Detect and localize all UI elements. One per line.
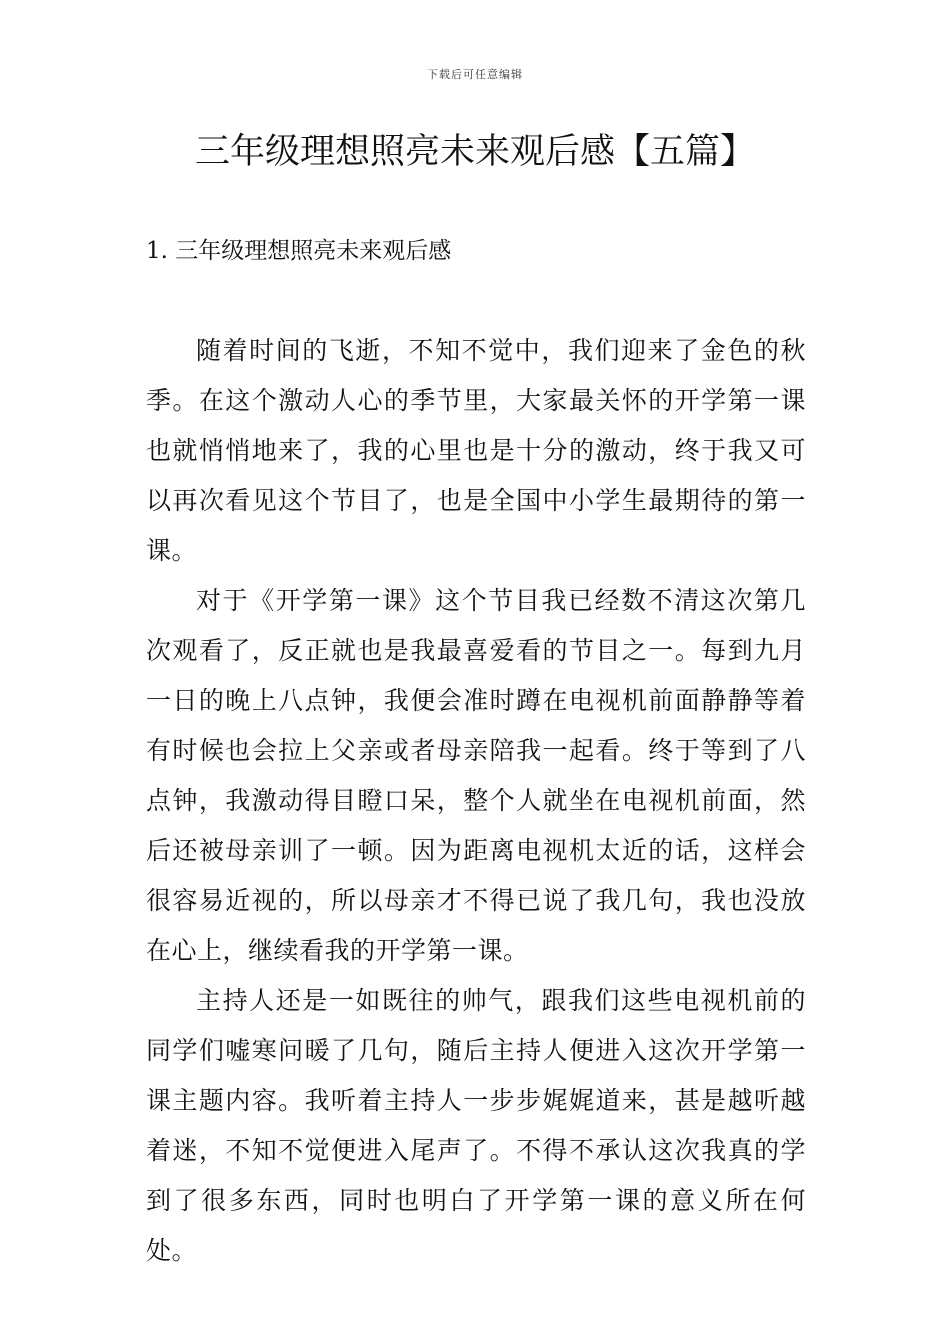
document-title: 三年级理想照亮未来观后感【五篇】 [194,132,755,172]
header-note: 下载后可任意编辑 [427,68,523,81]
paragraph-2: 对于《开学第一课》这个节目我已经数不清这次第几次观看了，反正就也是我最喜爱看的节目之一。每到九月一日的晚上八点钟，我便会准时蹲在电视机前面静静等着有时候也会拉上父亲或者母亲陪我一起看。终于等到了八点钟，我激动得目瞪口呆，整个人就坐在电视机前面，然后还被母亲训了一顿。因为距离电视机太近的话，这样会很容易近视的，所以母亲才不得已说了我几句，我也没放在心上，继续看我的开学第一课。 [146,586,806,965]
body-text [146,326,806,1276]
paragraph-3: 主持人还是一如既往的帅气，跟我们这些电视机前的同学们嘘寒问暖了几句，随后主持人便进入这次开学第一课主题内容。我听着主持人一步步娓娓道来，甚是越听越着迷，不知不觉便进入尾声了。不得不承认这次我真的学到了很多东西，同时也明白了开学第一课的意义所在何处。 [146,986,806,1265]
paragraph-1: 随着时间的飞逝，不知不觉中，我们迎来了金色的秋季。在这个激动人心的季节里，大家最关怀的开学第一课也就悄悄地来了，我的心里也是十分的激动，终于我又可以再次看见这个节目了，也是全国中小学生最期待的第一课。 [146,336,806,565]
section-heading: 1. 三年级理想照亮未来观后感 [146,238,452,264]
